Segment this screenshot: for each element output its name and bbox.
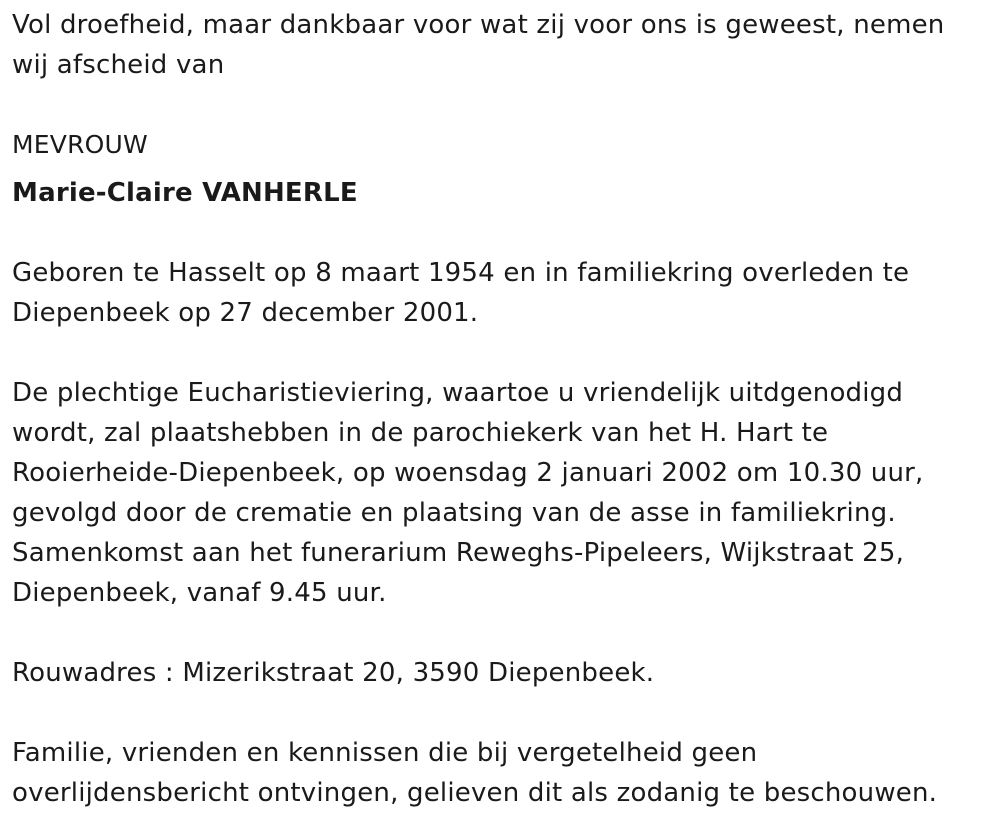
mourning-address: Rouwadres : Mizerikstraat 20, 3590 Diepenbeek.: [12, 658, 655, 688]
spacer: [12, 333, 982, 373]
spacer: [12, 693, 982, 733]
closing-paragraph: Familie, vrienden en kennissen die bij vergetelheid geen overlijdensbericht ontvingen, gelieven dit als zodanig te beschouwen.: [12, 738, 938, 808]
spacer: [12, 613, 982, 653]
ceremony-paragraph: De plechtige Eucharistieviering, waartoe u vriendelijk uitdgenodigd wordt, zal plaatshebben in de parochiekerk van het H. Hart te Rooierheide-Diepenbeek, op woensdag 2 januari 2002 om 10.30 uur, gevolgd door de crematie en plaatsing van de asse in familiekring. Samenkomst aan het funerarium Reweghs-Pipeleers, Wijkstraat 25, Diepenbeek, vanaf 9.45 uur.: [12, 378, 924, 608]
birth-death-paragraph: Geboren te Hasselt op 8 maart 1954 en in familiekring overleden te Diepenbeek op 27 december 2001.: [12, 258, 910, 328]
honorific-title: MEVROUW: [12, 130, 148, 159]
obituary-document: [12, 5, 982, 813]
spacer: [12, 85, 982, 125]
deceased-name: Marie-Claire VANHERLE: [12, 178, 358, 208]
intro-paragraph: Vol droefheid, maar dankbaar voor wat zij voor ons is geweest, nemen wij afscheid van: [12, 10, 945, 80]
spacer: [12, 213, 982, 253]
